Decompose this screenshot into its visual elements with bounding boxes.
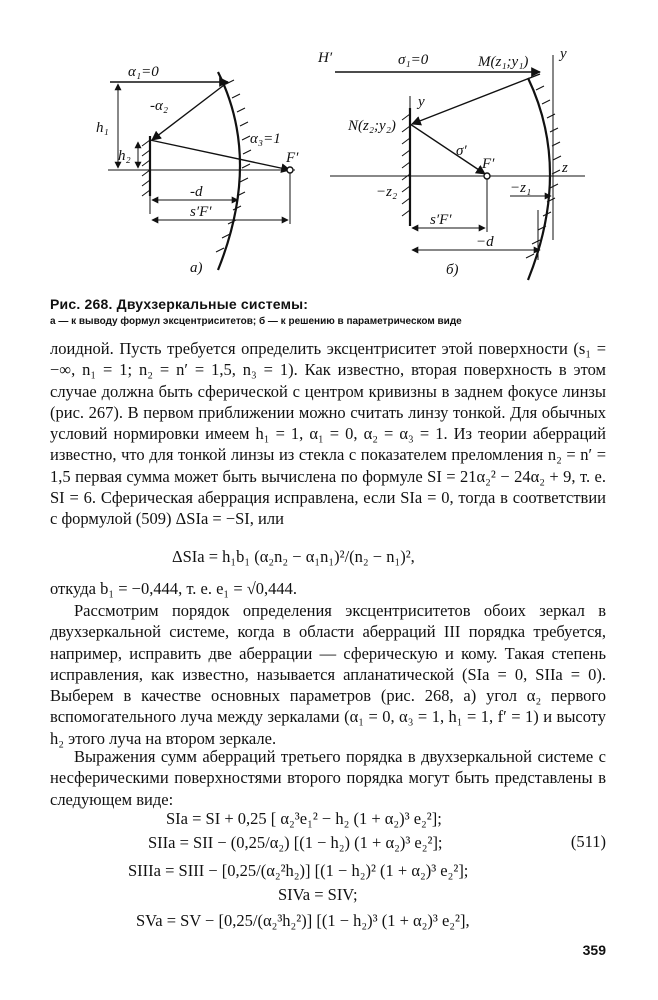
panel-b-label: б): [446, 262, 459, 278]
H-label: H′: [318, 50, 333, 66]
h2-label: h₂: [118, 148, 131, 164]
focus-label-b: F′: [482, 156, 495, 172]
page-number: 359: [582, 942, 606, 958]
paragraph-1: лоидной. Пусть требуется определить эксцентриситет этой поверхности (s₁ = −∞, n₁ = 1; n₂ = n′ = 1,5, n₃ = 1). Как известно, вторая поверхность в этом случае должна быть сферической с центром кривизны в заднем фокусе линзы (рис. 267). В первом приближении можно считать линзу тонкой. Для обычных условий нормировки имеем h₁ = 1, α₁ = 0, α₂ = α₃ = 1. Из теории аберраций известно, что для тонкой линзы из стекла с показателем преломления n₂ = n′ = 1,5 первая сумма может быть вычислена по формуле SI = 21α₂² − 24α₂ + 9, т. е. SI = 6. Сферическая аберрация исправлена, если SIa = 0, тогда в соответствии с формулой (509) ΔSIa = −SI, или: [50, 339, 606, 529]
figure-caption-title: Рис. 268. Двухзеркальные системы:: [50, 296, 309, 312]
equation-number: (511): [570, 832, 606, 851]
equation-511-2: SIIa = SII − (0,25/α₂) [(1 − h₂) (1 + α₂)³ e₂²];: [148, 833, 443, 852]
N-label: N(z₂;y₂): [348, 118, 396, 134]
alpha2-label: -α₂: [150, 98, 169, 114]
figure-caption-subtitle: а — к выводу формул эксцентриситетов; б — к решению в параметрическом виде: [50, 316, 462, 327]
figure-268: [0, 0, 658, 290]
panel-b: [330, 55, 585, 280]
sf-label-b: s′F′: [430, 212, 452, 228]
z1-label: −z₁: [510, 180, 532, 196]
alpha3-label: α₃=1: [250, 131, 281, 147]
equation-511-5: SVa = SV − [0,25/(α₂³h₂²)] [(1 − h₂)³ (1 + α₂)³ e₂²],: [136, 911, 470, 930]
panel-a: [108, 72, 295, 270]
focus-point-b: [484, 173, 490, 179]
alpha1-label: α₁=0: [128, 64, 159, 80]
panel-a-label: а): [190, 260, 203, 276]
M-label: M(z₁;y₁): [478, 54, 529, 70]
paragraph-3: Рассмотрим порядок определения эксцентриситетов обоих зеркал в двухзеркальной системе, когда в области аберраций III порядка требуется, например, исправить две аберрации — сферическую и кому. Такая степень исправления, как известно, называется апланатической (SIa = 0, SIIa = 0). Выберем в качестве основных параметров (рис. 268, а) угол α₂ первого вспомогательного луча между зеркалами (α₁ = 0, α₃ = 1, h₁ = 1, f′ = 1) и высоту h₂ этого луча на втором зеркале.: [50, 601, 606, 748]
paragraph-4: Выражения сумм аберраций третьего порядка в двухзеркальной системе с несферическими поверхностями второго порядка могут быть представлены в следующем виде:: [50, 747, 606, 809]
equation-511-4: SIVa = SIV;: [278, 885, 358, 904]
z2-label: −z₂: [376, 184, 398, 200]
equation-1: ΔSIa = h₁b₁ (α₂n₂ − α₁n₁)²/(n₂ − n₁)²,: [172, 547, 415, 566]
h1-label: h₁: [96, 120, 109, 136]
focus-ray-b: [410, 124, 485, 174]
sigma1-label: σ₁=0: [398, 52, 429, 68]
paragraph-2: откуда b₁ = −0,444, т. е. e₁ = √0,444.: [50, 579, 298, 598]
focus-label-a: F′: [286, 150, 299, 166]
focus-point-a: [287, 167, 293, 173]
primary-mirror-hatch-a: [216, 80, 251, 252]
z-label: z: [562, 160, 568, 176]
y-axis-label-2: y: [418, 94, 425, 110]
equation-511-1: SIa = SI + 0,25 [ α₂³e₁² − h₂ (1 + α₂)³ e₂²];: [166, 809, 442, 828]
primary-mirror-a: [218, 72, 240, 270]
sigma-label: σ′: [456, 143, 467, 159]
reflected-ray-b: [412, 74, 540, 124]
equation-511-3: SIIIa = SIII − [0,25/(α₂²h₂)] [(1 − h₂)² (1 + α₂)³ e₂²];: [128, 861, 469, 880]
y-axis-label-1: y: [560, 46, 567, 62]
secondary-mirror-hatch-a: [142, 140, 150, 196]
secondary-mirror-hatch-b: [402, 114, 410, 216]
d-label-b: −d: [476, 234, 494, 250]
sf-label-a: s′F′: [190, 204, 212, 220]
d-label-a: -d: [190, 184, 203, 200]
